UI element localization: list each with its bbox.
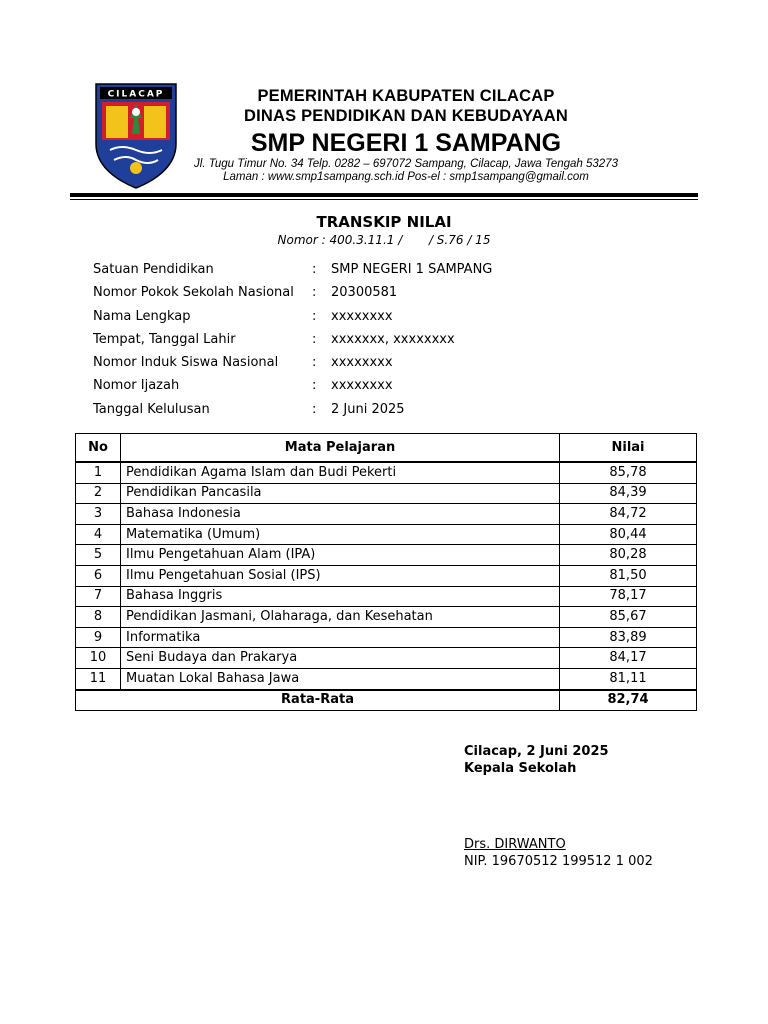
letterhead xyxy=(190,86,622,184)
row-score: 84,72 xyxy=(560,504,697,525)
row-score: 85,67 xyxy=(560,607,697,628)
student-identity xyxy=(93,261,693,424)
row-no: 8 xyxy=(76,607,121,628)
signer-position: Kepala Sekolah xyxy=(464,761,577,776)
header-divider-thin xyxy=(70,199,698,200)
row-no: 6 xyxy=(76,565,121,586)
school-name: SMP NEGERI 1 SAMPANG xyxy=(250,129,562,157)
identity-row xyxy=(93,377,693,400)
row-score: 81,11 xyxy=(560,668,697,689)
table-row xyxy=(76,545,697,566)
average-value: 82,74 xyxy=(560,690,697,711)
row-subject: Seni Budaya dan Prakarya xyxy=(121,648,560,669)
row-no: 5 xyxy=(76,545,121,566)
row-subject: Pendidikan Pancasila xyxy=(121,483,560,504)
signer-info xyxy=(464,836,653,870)
identity-label: Satuan Pendidikan xyxy=(93,262,214,277)
identity-label: Nomor Ijazah xyxy=(93,378,180,394)
row-subject: Informatika xyxy=(121,627,560,648)
row-subject: Ilmu Pengetahuan Alam (IPA) xyxy=(121,545,560,566)
header-no: No xyxy=(76,434,121,463)
identity-label: Nama Lengkap xyxy=(93,308,191,324)
identity-label: Tempat, Tanggal Lahir xyxy=(93,331,236,347)
row-no: 11 xyxy=(76,668,121,689)
identity-value: xxxxxxxx xyxy=(331,355,393,371)
row-subject: Matematika (Umum) xyxy=(121,524,560,545)
identity-colon: : xyxy=(312,378,317,394)
average-label: Rata-Rata xyxy=(76,690,560,711)
table-row xyxy=(76,627,697,648)
identity-row xyxy=(93,401,693,424)
row-score: 84,17 xyxy=(560,648,697,669)
school-website-email: Laman : www.smp1sampang.sch.id Pos-el : smp1sampang@gmail.com xyxy=(223,171,589,183)
identity-row xyxy=(93,331,693,354)
average-row xyxy=(76,690,697,711)
row-no: 7 xyxy=(76,586,121,607)
row-score: 85,78 xyxy=(560,462,697,483)
document-title: TRANSKIP NILAI xyxy=(316,213,452,231)
row-score: 80,44 xyxy=(560,524,697,545)
table-row xyxy=(76,648,697,669)
identity-value: SMP NEGERI 1 SAMPANG xyxy=(331,262,493,277)
row-subject: Ilmu Pengetahuan Sosial (IPS) xyxy=(121,565,560,586)
header-score: Nilai xyxy=(560,434,697,463)
signer-name: Drs. DIRWANTO xyxy=(464,837,566,852)
signature-block xyxy=(464,743,609,777)
identity-row xyxy=(93,284,693,307)
identity-colon: : xyxy=(312,262,317,277)
row-no: 1 xyxy=(76,462,121,483)
table-row xyxy=(76,504,697,525)
table-row xyxy=(76,483,697,504)
identity-colon: : xyxy=(312,401,317,417)
row-score: 80,28 xyxy=(560,545,697,566)
identity-value: 20300581 xyxy=(331,285,398,301)
table-row xyxy=(76,524,697,545)
cilacap-emblem-logo xyxy=(92,82,180,190)
identity-value: 2 Juni 2025 xyxy=(331,401,405,417)
grades-table xyxy=(75,433,697,711)
identity-colon: : xyxy=(312,308,317,324)
department-name: DINAS PENDIDIKAN DAN KEBUDAYAAN xyxy=(243,107,569,125)
table-header-row xyxy=(76,434,697,463)
header-divider-thick xyxy=(70,193,698,197)
identity-row xyxy=(93,308,693,331)
svg-text:CILACAP: CILACAP xyxy=(107,89,165,100)
identity-value: xxxxxxxx xyxy=(331,308,393,324)
row-no: 3 xyxy=(76,504,121,525)
row-no: 4 xyxy=(76,524,121,545)
table-row xyxy=(76,607,697,628)
row-no: 10 xyxy=(76,648,121,669)
row-subject: Bahasa Indonesia xyxy=(121,504,560,525)
row-no: 9 xyxy=(76,627,121,648)
row-score: 84,39 xyxy=(560,483,697,504)
identity-value: xxxxxxxx xyxy=(331,378,393,394)
table-row xyxy=(76,586,697,607)
table-row xyxy=(76,565,697,586)
identity-colon: : xyxy=(312,355,317,371)
row-no: 2 xyxy=(76,483,121,504)
school-address: Jl. Tugu Timur No. 34 Telp. 0282 – 697072 Sampang, Cilacap, Jawa Tengah 53273 xyxy=(194,158,618,170)
government-name: PEMERINTAH KABUPATEN CILACAP xyxy=(257,87,555,105)
identity-colon: : xyxy=(312,285,317,301)
header-subject: Mata Pelajaran xyxy=(121,434,560,463)
identity-label: Nomor Induk Siswa Nasional xyxy=(93,355,279,371)
identity-colon: : xyxy=(312,331,317,347)
row-subject: Bahasa Inggris xyxy=(121,586,560,607)
identity-label: Tanggal Kelulusan xyxy=(93,401,210,417)
table-row xyxy=(76,462,697,483)
row-subject: Muatan Lokal Bahasa Jawa xyxy=(121,668,560,689)
table-row xyxy=(76,668,697,689)
signer-nip: NIP. 19670512 199512 1 002 xyxy=(464,854,653,869)
row-score: 78,17 xyxy=(560,586,697,607)
identity-value: xxxxxxx, xxxxxxxx xyxy=(331,331,455,347)
row-subject: Pendidikan Jasmani, Olaharaga, dan Kesehatan xyxy=(121,607,560,628)
row-score: 83,89 xyxy=(560,627,697,648)
row-subject: Pendidikan Agama Islam dan Budi Pekerti xyxy=(121,462,560,483)
identity-label: Nomor Pokok Sekolah Nasional xyxy=(93,285,294,301)
document-number: Nomor : 400.3.11.1 / / S.76 / 15 xyxy=(277,233,491,247)
row-score: 81,50 xyxy=(560,565,697,586)
identity-row xyxy=(93,261,693,284)
identity-row xyxy=(93,354,693,377)
place-date: Cilacap, 2 Juni 2025 xyxy=(464,744,609,759)
